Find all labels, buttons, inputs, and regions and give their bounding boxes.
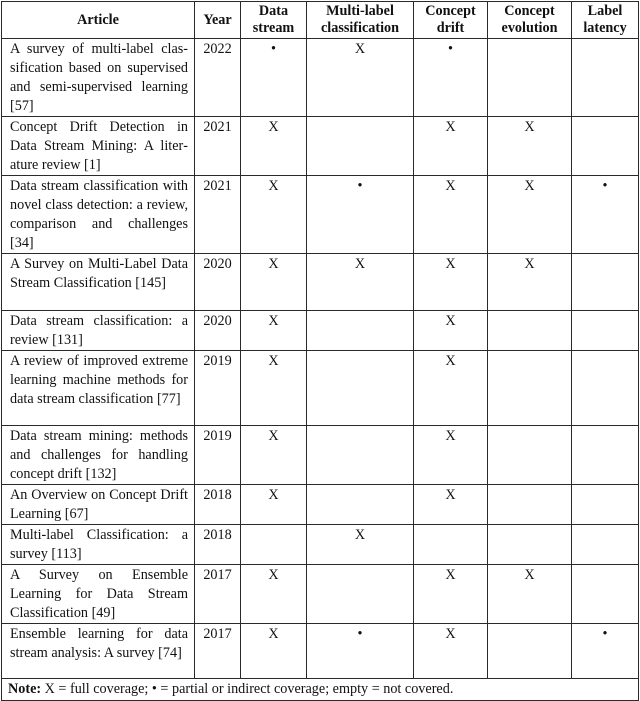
table-cell-label-latency xyxy=(572,565,639,624)
table-cell-concept-evolution xyxy=(488,485,572,525)
header-concept-evolution: Concept evolution xyxy=(488,2,572,39)
table-cell-multi-label xyxy=(307,426,414,485)
table-cell-multi-label xyxy=(307,565,414,624)
table-cell-data-stream: X xyxy=(241,485,307,525)
table-row xyxy=(2,176,639,254)
header-data-stream: Data stream xyxy=(241,2,307,39)
table-cell-concept-drift: X xyxy=(414,485,488,525)
table-cell-data-stream: X xyxy=(241,624,307,679)
table-cell-article: Data stream mining: methods and challenges for handling concept drift [132] xyxy=(2,426,195,485)
table-cell-article: Concept Drift Detection in Data Stream Mining: A literature review [1] xyxy=(2,117,195,176)
table-cell-data-stream xyxy=(241,525,307,565)
table-cell-year: 2022 xyxy=(195,39,241,117)
table-cell-year: 2019 xyxy=(195,351,241,426)
table-cell-year: 2019 xyxy=(195,426,241,485)
table-cell-concept-evolution xyxy=(488,624,572,679)
header-year: Year xyxy=(195,2,241,39)
table-cell-data-stream: X xyxy=(241,311,307,351)
note-text: X = full coverage; • = partial or indirect coverage; empty = not covered. xyxy=(41,681,454,697)
table-cell-concept-drift: X xyxy=(414,565,488,624)
table-cell-concept-drift xyxy=(414,525,488,565)
table-cell-concept-evolution: X xyxy=(488,565,572,624)
table-cell-year: 2021 xyxy=(195,117,241,176)
table-cell-data-stream: X xyxy=(241,254,307,311)
table-cell-concept-drift: X xyxy=(414,176,488,254)
table-cell-multi-label: X xyxy=(307,39,414,117)
table-cell-article: Data stream classification with novel class detection: a review, comparison and challenges [34] xyxy=(2,176,195,254)
table-cell-year: 2018 xyxy=(195,525,241,565)
table-cell-concept-evolution xyxy=(488,351,572,426)
table-cell-label-latency xyxy=(572,311,639,351)
table-row xyxy=(2,39,639,117)
table-cell-multi-label xyxy=(307,351,414,426)
table-cell-concept-evolution: X xyxy=(488,117,572,176)
header-row xyxy=(2,2,639,39)
table-row xyxy=(2,485,639,525)
table-cell-multi-label: • xyxy=(307,176,414,254)
table-row xyxy=(2,426,639,485)
table-cell-article: Ensemble learning for data stream analysis: A survey [74] xyxy=(2,624,195,679)
table-cell-multi-label: • xyxy=(307,624,414,679)
table-cell-article: A survey of multi-label classification based on supervised and semi-supervised learning [57] xyxy=(2,39,195,117)
table-cell-label-latency xyxy=(572,525,639,565)
table-cell-concept-drift: X xyxy=(414,426,488,485)
table-cell-label-latency: • xyxy=(572,624,639,679)
table-row xyxy=(2,254,639,311)
table-row xyxy=(2,117,639,176)
table-cell-article: A Survey on Multi-Label Data Stream Classification [145] xyxy=(2,254,195,311)
table-cell-label-latency xyxy=(572,117,639,176)
table-cell-concept-drift: • xyxy=(414,39,488,117)
table-row xyxy=(2,525,639,565)
table-cell-year: 2020 xyxy=(195,311,241,351)
table-cell-label-latency xyxy=(572,254,639,311)
header-article: Article xyxy=(2,2,195,39)
table-cell-concept-drift: X xyxy=(414,351,488,426)
table-cell-year: 2021 xyxy=(195,176,241,254)
table-cell-data-stream: X xyxy=(241,176,307,254)
table-cell-concept-evolution xyxy=(488,39,572,117)
table-row xyxy=(2,565,639,624)
survey-comparison-table xyxy=(1,1,639,701)
table-cell-article: Data stream classification: a review [131] xyxy=(2,311,195,351)
table-cell-year: 2020 xyxy=(195,254,241,311)
table-cell-label-latency xyxy=(572,39,639,117)
table-cell-multi-label: X xyxy=(307,254,414,311)
table-cell-concept-drift: X xyxy=(414,254,488,311)
table-cell-article: An Overview on Concept Drift Learning [67] xyxy=(2,485,195,525)
table-cell-multi-label xyxy=(307,485,414,525)
note-label: Note: xyxy=(8,681,42,697)
table-cell-multi-label xyxy=(307,311,414,351)
header-label-latency: Label latency xyxy=(572,2,639,39)
table-cell-data-stream: X xyxy=(241,117,307,176)
table-cell-concept-evolution: X xyxy=(488,176,572,254)
table-cell-article: Multi-label Classification: a survey [113] xyxy=(2,525,195,565)
table-cell-article: A review of improved extreme learning machine methods for data stream classification [77] xyxy=(2,351,195,426)
table-cell-label-latency xyxy=(572,351,639,426)
table-cell-year: 2017 xyxy=(195,624,241,679)
table-cell-data-stream: X xyxy=(241,426,307,485)
header-multi-label: Multi-label classification xyxy=(307,2,414,39)
table-cell-concept-drift: X xyxy=(414,117,488,176)
table-cell-concept-drift: X xyxy=(414,311,488,351)
header-concept-drift: Concept drift xyxy=(414,2,488,39)
table-cell-concept-evolution: X xyxy=(488,254,572,311)
table-note xyxy=(2,679,639,701)
table-cell-concept-evolution xyxy=(488,525,572,565)
table-cell-concept-evolution xyxy=(488,311,572,351)
table-cell-data-stream: X xyxy=(241,565,307,624)
table-cell-concept-drift: X xyxy=(414,624,488,679)
table-cell-label-latency xyxy=(572,426,639,485)
note-row xyxy=(2,679,639,701)
table-cell-multi-label: X xyxy=(307,525,414,565)
table-row xyxy=(2,624,639,679)
table-cell-data-stream: X xyxy=(241,351,307,426)
table-cell-label-latency xyxy=(572,485,639,525)
table-cell-year: 2018 xyxy=(195,485,241,525)
table-cell-article: A Survey on Ensemble Learning for Data Stream Classification [49] xyxy=(2,565,195,624)
table-cell-multi-label xyxy=(307,117,414,176)
table-cell-year: 2017 xyxy=(195,565,241,624)
table-cell-data-stream: • xyxy=(241,39,307,117)
table-cell-label-latency: • xyxy=(572,176,639,254)
table-cell-concept-evolution xyxy=(488,426,572,485)
table-row xyxy=(2,351,639,426)
table-row xyxy=(2,311,639,351)
